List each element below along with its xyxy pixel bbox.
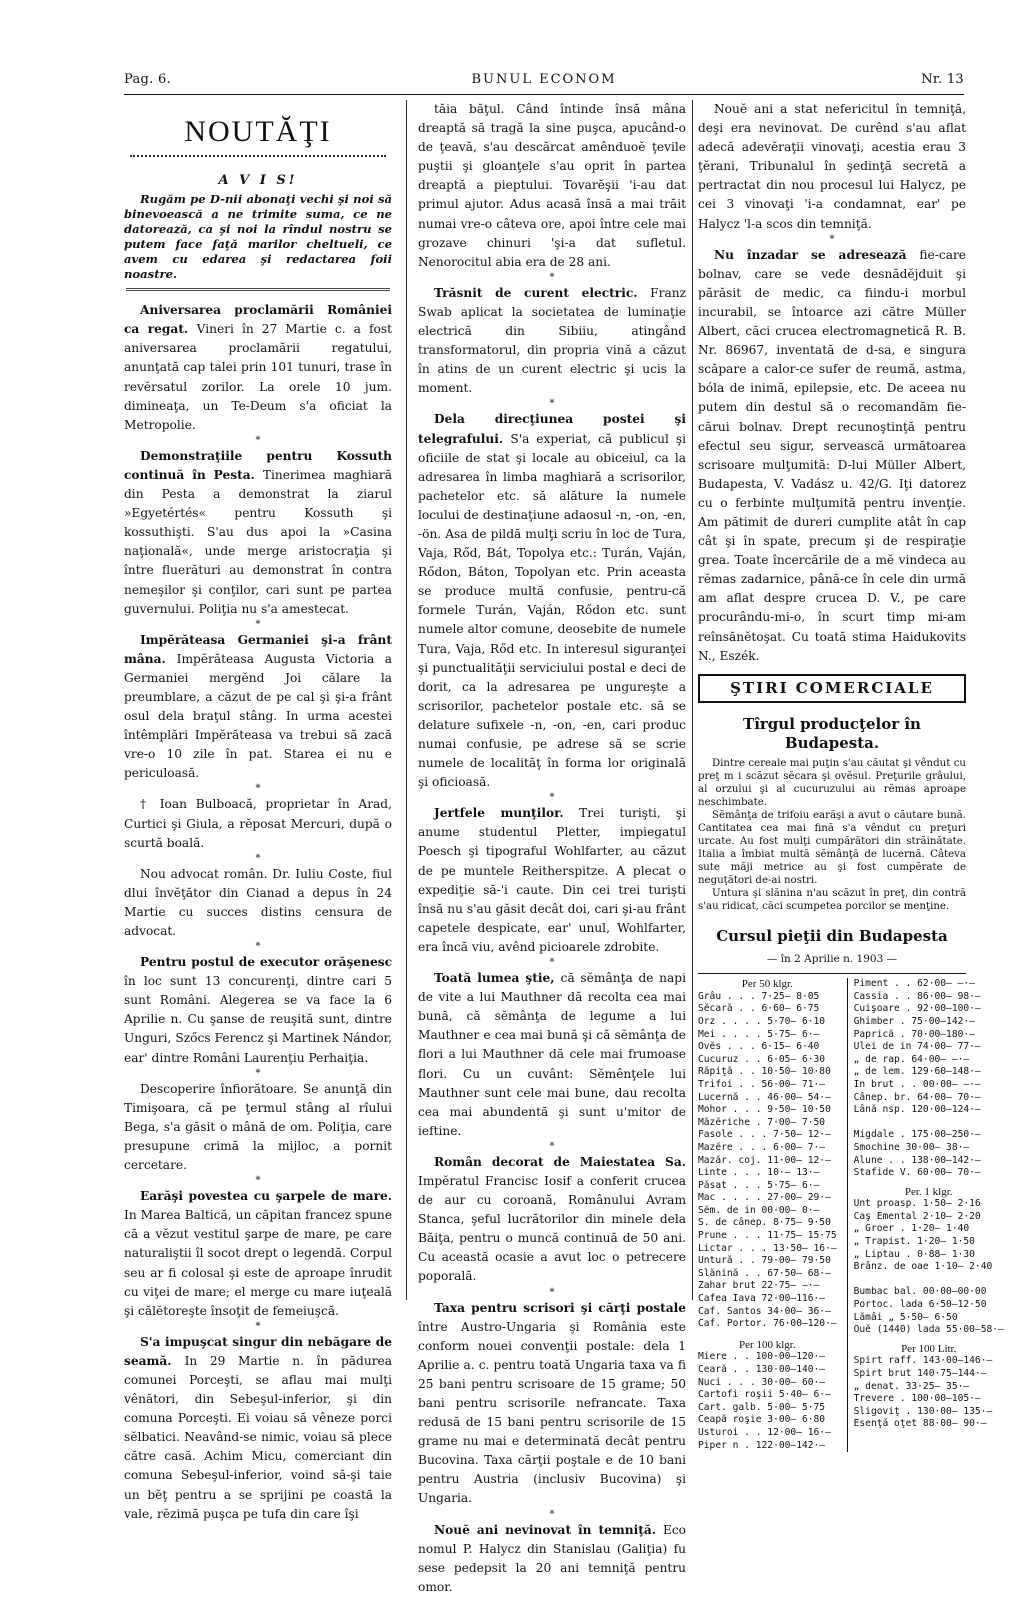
news-item [124,865,392,941]
news-item [124,301,392,435]
price-row [854,1274,1004,1287]
price-row: Nuci . . . 30·00— 60·— [698,1376,826,1388]
news-item [418,1153,686,1287]
news-headline: Nouĕ ani nevinovat în temniţă. [434,1522,663,1537]
news-text: că sĕmânţa de napi de vite a lui Mauthner dă recolta cea mai bună, că sĕmânţa de legume a lui Mauthner e cea mai bună şi că sĕmânţa de flori a lui Mauthner dă cele mai frumoase flori. Cu un cuvânt: Sĕmênţele lui Mauthner sunt cele mai bune, dau recolta cea mai abundentă şi sunt u'mitor de ieftine. [418,971,686,1138]
price-row: Cafea Iava 72·00—116·— [698,1293,826,1305]
news-text: tăia băţul. Când întinde însă mâna dreaptă să tragă la sine puşca, apucând-o de ţeavă, s'au descărcat amênduoĕ ţevile puştii şi gloanţele s'au oprit în partea dreaptă a pieptului. Tovarĕşii 'i-au dat primul ajutor. Adus acasă însă a mai trăit numai vre-o câteva ore, apoi între cele mai grozave chinuri 'şi-a dat sufletul. Nenorocitul abia era de 28 ani. [418,102,686,269]
page-number: Pag. 6. [124,72,172,87]
item-separator: * [255,852,261,864]
market-title: Tîrgul producţelor în Budapesta. [743,714,921,752]
price-row: Sĕm. de in 00·00— 0·— [698,1204,820,1216]
news-item [124,953,392,1068]
item-separator: * [549,792,555,804]
price-row: Zahar brut 22·75— —·— [698,1280,820,1292]
item-separator: * [255,1320,261,1332]
commercial-section-title: ŞTIRI COMERCIALE [698,674,966,703]
price-row: „ Liptau . 0·88— 1·30 [853,1248,975,1260]
price-row [854,1117,1004,1130]
news-text: Eco nomul P. Halycz din Stanislau (Galiţia) fu sese pedepsit la 20 ani temniţă pentru omor. [418,1522,686,1594]
price-row: In brut . . 00·00— —·— [853,1078,981,1090]
section-title: NOUTĂŢI [184,115,332,148]
news-headline: Trăsnit de curent electric. [434,285,651,300]
item-separator: * [549,398,555,410]
price-row: Untură . . 79·00— 79·50 [698,1255,831,1267]
price-row: Grâu . . . 7·25— 8·05 [698,990,820,1002]
news-headline: Taxa pentru scrisori şi cărţi postale [434,1300,686,1315]
price-row: Fasole . . . 7·50— 12·— [698,1129,831,1141]
ornament-divider [126,288,390,291]
item-separator: * [255,434,261,446]
price-row: Alune . . 138·00—142·— [853,1154,981,1166]
news-headline: Impĕrăteasa Germaniei şi-a frânt mâna. [124,632,392,666]
price-row: „ de lem. 129·60—148·— [853,1066,981,1078]
price-row: „ Groer . 1·20— 1·40 [853,1223,970,1235]
item-separator: * [549,1140,555,1152]
news-item [418,804,686,957]
item-separator: * [255,1067,261,1079]
price-row: Cassia . . 86·00— 98·— [853,990,981,1002]
price-row: Paprică . 70·00—180·— [853,1028,975,1040]
news-item [418,100,686,272]
column-rule [692,100,693,1300]
news-headline: Nu înzadar se adresează [714,247,920,262]
column-3 [698,100,1004,1452]
news-item [698,100,966,234]
price-row: Slănină . . 67·50— 68·— [698,1267,831,1279]
price-row: Sligoviţ . 130·00— 135·— [853,1405,993,1417]
price-row: Miere . . 100·00—120·— [698,1351,826,1363]
market-paragraph: Dintre cereale mai puţin s'au căutat şi vêndut cu preţ m i scăzut sĕcara şi ovĕsul. Preţurile grâului, al orzului şi al cucuruzului au rĕmas aproape neschimbate. [698,758,966,808]
item-separator: * [549,1286,555,1298]
price-row: Ghimber . 75·00—142·— [853,1015,975,1027]
price-row: Spirt brut 140·75—144·— [853,1368,987,1379]
news-text: Nouĕ ani a stat nefericitul în temniţă, deşi era nevinovat. De curênd s'au aflat adecă adevĕraţii vinovaţi, acestia erau 3 ţĕrani, Tribunalul în şedinţă secretă a pertractat din nou procesul lui Halycz, pe cei 3 vinovaţi 'i-a condamnat, ear' pe Halycz 'l-a scos din temniţă. [698,102,966,231]
price-row: Mazĕre . . . 6·00— 7·— [698,1141,826,1153]
price-table [698,973,1004,1452]
price-row: Bumbac bal. 00·00—00·00 [853,1286,987,1298]
price-row: „ denat. 33·25— 35·— [853,1380,970,1392]
price-row: Migdale . 175·00—250·— [853,1129,981,1141]
column-2 [418,100,686,1597]
news-text: † Ioan Bulboacă, proprietar în Arad, Curtici şi Giula, a rĕposat Mercuri, după o scurtă boală. [124,797,392,850]
price-row: Cartofi roşii 5·40— 6·— [698,1389,831,1401]
price-row: Lână nsp. 120·00—124·— [853,1104,981,1116]
news-text: Tinerimea maghiară din Pesta a demonstrat la ziarul »Egyetértés« pentru Kossuth şi kossuthişti. S'au dus apoi la »Casina naţională«, unde merge aristocraţia şi între fluerături au demonstrat în contra nemeşilor şi conţilor, cari sunt pe partea guvernului. Poliţia nu s'a amestecat. [124,467,392,616]
price-row: Prune . . . 11·75— 15·75 [698,1230,837,1242]
page-header [124,70,964,95]
news-item [124,1080,392,1175]
price-row: Mei . . . . 5·75— 6·— [698,1028,820,1040]
news-text: Impĕrăteasa Augusta Victoria a Germaniei mergĕnd Joi călare la preumblare, a căzut de pe cal şi şi-a frânt osul dela braţul stâng. In urma acestei întêmplări Impĕrăteasa va trebui să zacă vre-o 10 zile în pat. Starea ei nu e periculoasă. [124,651,392,781]
price-row: Spirt raff. 143·00—146·— [853,1355,993,1367]
table-heading: Per 100 Litr. [901,1342,957,1355]
price-row: Lucernă . . 46·00— 54·— [698,1091,831,1103]
price-row: Mazăr. coj. 11·00— 12·— [698,1154,831,1166]
news-headline: S'a impuşcat singur din nebăgare de seamă. [124,1334,392,1368]
table-heading: Per 100 klgr. [739,1338,796,1351]
news-text: Vineri în 27 Martie c. a fost aniversarea proclamării regatului, anunţată cap talei prin 101 tunuri, trase în revĕrsatul zorilor. La orele 10 jum. dimineaţa, un Te-Deum s'a oficiat la Metropolie. [124,322,392,432]
news-headline: Dela direcţiunea postei şi telegrafului. [418,412,686,446]
price-row: Caş Emental 2·10— 2·20 [853,1210,981,1222]
price-row: Cânep. br. 64·00— 70·— [853,1091,981,1103]
price-row: Mohor . . . 9·50— 10·50 [698,1104,831,1116]
news-text: Impĕratul Francisc Iosif a conferit crucea de aur cu coroană, Românului Avram Stanca, şeful lucrătorilor din minele dela Băiţa, pentru o muncă continuă de 50 ani. Cu această ocasie a avut loc o petrecere poporală. [418,1173,686,1284]
price-row: Caf. Portor. 76·00—120·— [698,1318,837,1330]
price-row: Ouĕ (1440) lada 55·00—58·— [853,1324,1004,1336]
notice-text: Rugăm pe D-nii abonaţi vechi şi noi să binevoească a ne trimite suma, ce ne datorează, ca şi noi la rîndul nostru se putem face faţă marilor cheltueli, ce avem cu edarea şi redactarea foii noastre. [124,192,392,282]
column-1 [124,100,392,1524]
item-separator: * [829,233,835,245]
item-separator: * [549,957,555,969]
news-list [124,301,392,1524]
price-row: Ceapă roşie 3·00— 6·80 [698,1414,826,1426]
price-row: „ de rap. 64·00— —·— [853,1053,970,1065]
price-row: Cart. galb. 5·00— 5·75 [698,1401,826,1413]
news-list [698,100,966,666]
issue-number: Nr. 13 [921,72,964,87]
news-item [124,1187,392,1321]
news-item [418,410,686,792]
price-row: Ceară . . 130·00—140·— [698,1364,826,1375]
price-row: Răpiţă . . 10·50— 10·80 [698,1066,831,1078]
price-row: Usturoi . . 12·00— 16·— [698,1426,831,1438]
news-text: Trei turişti, şi anume studentul Pletter, impiegatul Poesch şi tipograful Wohlfarter, au căzut de pe muntele Reitherspitze. A plecat o expediţie să-'i caute. Din cei trei turişti însă nu s'au găsit decât doi, cari şi-au frânt capetele despicate, ear' unul, Wohlfarter, era încă viu, avênd picioarele zdrobite. [418,806,686,954]
news-headline: Pentru postul de executor orăşenesc [140,955,392,970]
news-item [418,1299,686,1509]
price-row: Lictar . . . 13·50— 16·— [698,1242,837,1254]
price-row: Lămâi „ 5·50— 6·50 [853,1311,958,1323]
table-heading: Per. 1 klgr. [904,1185,953,1198]
news-text: S'a experiat, că publicul şi oficiile de stat şi locale au obiceiul, ca la adresarea în limba maghiară a scrisorilor, pachetelor etc. să alăture la numele locului de destinaţiune adaosul -n, -on, -en, -ön. Asa de pildă mulţi scriu în loc de Tura, Vaja, Rőd, Bát, Topolya etc.: Turán, Vaján, Rődon, Báton, Topolyan etc. Prin aceasta se produce multă confusie, pentru-că formele Turán, Vaján, Rődon etc. sunt numele altor comune, deosebite de numele Tura, Vaja, Rőd etc. In interesul siguranţei şi punctualităţii serviciului postal e deci de dorit, ca la adresarea pe ungureşte a scrisorilor, pachetelor postale etc. să se delature sufixele -n, -on, -en, cari produc numai confusie, pe adrese să se scrie numele de localităţ în forma lor originală şi oficioasă. [418,431,686,790]
item-separator: * [255,1175,261,1187]
price-row: Sĕcară . . 6·60— 6·75 [698,1003,820,1015]
news-headline: Aniversarea proclamării României ca regat. [124,303,392,337]
news-text: Franz Swab aplicat la societatea de luminaţie electrică din Sibiiu, atingând transformatorul, din propria vină a căzut în atins de un curent electric şi ucis la moment. [418,285,686,396]
news-item [124,795,392,852]
news-text: între Austro-Ungaria şi România este conform nouei convenţii postale: dela 1 Aprilie a. c. pentru toată Ungaria taxa va fi 25 bani pentru scrisoare de 15 grame; 50 bani pentru scrisorile nefrancate. Taxa redusă de 15 bani pentru scrisorile de 15 grame nu mai e determinată decât pentru Bucovina. Taxa cărţii poştale e de 10 bani pentru Austria (inclusiv Bucovina) şi Ungaria. [418,1319,686,1506]
news-text: Nou advocat român. Dr. Iuliu Coste, fiul dlui învĕţător din Cianad a depus în 24 Martie cu succes distins censura de advocat. [124,866,392,938]
news-item [418,284,686,399]
market-paragraph: Untura şi slănina n'au scăzut în preţ, din contră s'au ridicat, căci scumpetea porcilor se menţine. [698,888,966,912]
news-item [124,631,392,784]
item-separator: * [255,941,261,953]
price-row: Portoc. lada 6·50—12·50 [853,1299,987,1311]
notice-title: A V I S! [218,173,298,189]
price-row: Caf. Santos 34·00— 36·— [698,1305,831,1317]
price-row: Esenţă oţet 88·00— 90·— [853,1418,987,1430]
news-headline: Toată lumea ştie, [434,971,561,986]
column-rule [406,100,407,1300]
price-row: Orz . . . . 5·70— 6·10 [698,1015,826,1027]
price-row: Smochine 30·00— 38·— [853,1141,970,1153]
news-headline: Demonstraţiile pentru Kossuth continuă în Pesta. [124,448,392,482]
course-title: Cursul pieţii din Budapesta [716,927,948,945]
price-row: Unt proasp. 1·50— 2·16 [853,1198,981,1210]
price-row: Ulei de in 74·00— 77·— [853,1041,981,1053]
price-row: Linte . . . 10·— 13·— [698,1167,820,1179]
price-row: S. de cânep. 8·75— 9·50 [698,1217,831,1229]
news-text: Descoperire înfiorătoare. Se anunţă din Timişoara, că pe ţermul stâng al rîului Bega, s'a găsit o mână de om. Poliţia, care presupune crimă la mijloc, a pornit cercetare. [124,1081,392,1173]
price-row: Brânz. de oae 1·10— 2·40 [853,1261,993,1273]
price-row: Ovĕs . . . 6·15— 6·40 [698,1041,820,1053]
price-row: Piper n . 122·00—142·— [698,1439,826,1451]
course-date: — în 2 Aprilie n. 1903 — [766,953,898,966]
price-row: Cucuruz . . 6·05— 6·30 [698,1053,826,1065]
price-row: Trevere . 100·00—105·— [853,1393,981,1405]
news-text: In 29 Martie n. în pădurea comunei Porceşti, se aflau mai mulţi vênători, din Sebeşul-inferior, şi din comuna Porceşti. Ei voiau să vêneze porci sĕlbatici. Neavând-se nimic, voiau să plece către casă. Achim Micu, comerciant din comuna Sebeşul-inferior, voind să-şi taie un bĕţ pentru a se sprijini pe coastă la vale, rĕzimă puşca pe tufa din care îşi [124,1353,392,1521]
news-headline: Român decorat de Maiestatea Sa. [434,1154,686,1169]
price-row: Păsat . . . 5·75— 6·— [698,1179,820,1191]
news-text: fie-care bolnav, care se vede desnădĕjduit şi părăsit de medic, ca fiindu-i morbul incurabil, se întoarce azi către Müller Albert, căci crucea electromagnetică R. B. Nr. 86967, inventată de d-sa, e singura scăpare a calor-ce sufer de reumă, astma, bóla de inimă, epilepsie, etc. De aceea nu putem din destul să o recomandăm fie-cărui bolnav. Drept recunoştinţă pentru efectul seu sigur, servească următoarea scrisoare mulţumită: D-lui Müller Albert, Budapesta, V. Vadász u. 42/G. Iţi datorez cu o ferbinte mulţumită pentru invenţie. Am pătimit de dureri cumplite atât în cap cât şi în spate, precum şi de respiraţie grea. Toate încercările de a mĕ vindeca au rĕmas zadarnice, până-ce în cele din urmă am aflat despre crucea D. V., pe care procurându-mi-o, în scurt timp mi-am reînsănĕtoşat. Cu toată stima Haidukovits N., Eszék. [698,247,966,663]
news-item [418,1521,686,1597]
news-headline: Jertfele munţilor. [434,806,580,821]
table-heading: Per 50 klgr. [741,978,793,991]
newspaper-title: BUNUL ECONOM [471,72,617,87]
item-separator: * [549,271,555,283]
price-table-left [698,978,837,1452]
item-separator: * [255,783,261,795]
price-row: Trifoi . . 56·00— 71·— [698,1078,826,1090]
wavy-divider [130,147,386,157]
price-row: Mac . . . . 27·00— 29·— [698,1192,831,1204]
news-item [124,447,392,619]
item-separator: * [255,618,261,630]
news-list [418,100,686,1597]
item-separator: * [549,1508,555,1520]
price-row: Stafide V. 60·00— 70·— [853,1167,981,1179]
news-headline: Earăşi povestea cu şarpele de mare. [140,1189,392,1204]
market-paragraph: Sĕmânţa de trifoiu earăşi a avut o căutare bună. Cantitatea cea mai fină s'a vêndut cu preţuri urcate. Au fost mulţi cumpărători din străinătate. Italia a îmbiat multă sĕmânţă de lucernă. Câteva sute măji metrice au şi fost cumpĕrate de neguţători de-ai nostri. [698,810,966,886]
news-text: în loc sunt 13 concurenţi, dintre cari 5 sunt Români. Alegerea se va face la 6 Aprilie n. Cu şanse de reuşită sunt, dintre Unguri, Szőcs Ferencz şi Martinek Nándor, ear' dintre Români Laurenţiu Perhaiţia. [124,974,392,1065]
news-item [698,246,966,666]
news-item [124,1333,392,1524]
news-text: In Marea Baltică, un căpitan francez spune că a vĕzut vestitul şarpe de mare, pe care naturaliştii îl socot drept o legendă. Corpul seu ar fi colosal şi este de aproape înrudit cu viţei de mare; el merge cu mare iuţeală şi călĕtoreşte însoţit de femeiuşcă. [124,1208,392,1318]
price-table-right [847,978,1004,1452]
price-row: Măzĕriche . 7·00— 7·50 [698,1116,826,1128]
news-item [418,969,686,1141]
market-report [698,757,966,913]
price-row: Piment . . 62·00— —·— [853,978,975,990]
price-row: Cuişoare . 92·00—100·— [853,1003,981,1015]
price-row: „ Trapist. 1·20— 1·50 [853,1236,975,1248]
